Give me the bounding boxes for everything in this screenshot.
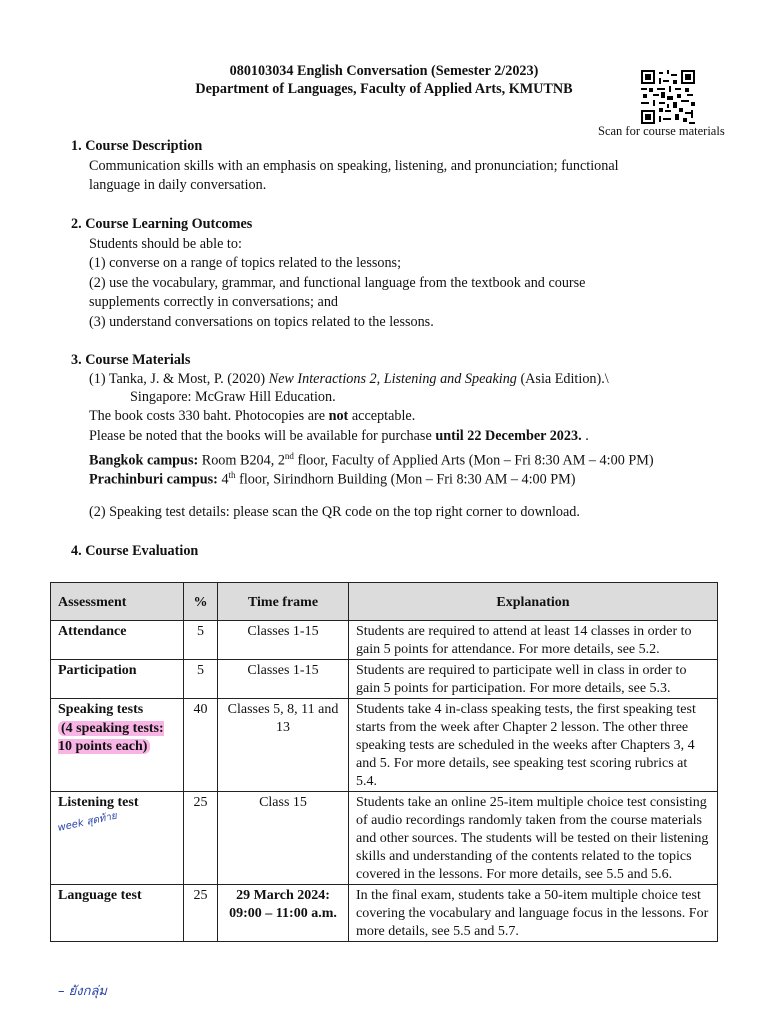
cell-explanation: In the final exam, students take a 50-item multiple choice test covering the vocabulary and language focus in the lessons. For more details, see 5.5 and 5.7. bbox=[349, 885, 718, 942]
qr-caption: Scan for course materials bbox=[598, 124, 725, 138]
cell-explanation: Students take an online 25-item multiple choice test consisting of audio recordings randomly taken from the course materials and other sources. The students will be tested on their listening skills and understanding of the contents related to the topics covered in the lessons. For more details, see 5.5 and 5.6. bbox=[349, 792, 718, 885]
cell-percent: 5 bbox=[184, 621, 218, 660]
evaluation-table bbox=[50, 582, 718, 942]
cell-assessment: Language test bbox=[51, 885, 184, 942]
section-2-heading: 2. Course Learning Outcomes bbox=[71, 216, 253, 232]
section-1-heading: 1. Course Description bbox=[71, 138, 203, 154]
outcomes-intro: Students should be able to: bbox=[89, 236, 242, 252]
cell-time: Classes 5, 8, 11 and 13 bbox=[218, 699, 349, 792]
table-row bbox=[51, 792, 718, 885]
material-1-publisher: Singapore: McGraw Hill Education. bbox=[130, 389, 336, 405]
prachinburi-campus: Prachinburi campus: 4th floor, Sirindhorn Building (Mon – Fri 8:30 AM – 4:00 PM) bbox=[89, 470, 576, 488]
qr-code-icon bbox=[641, 70, 695, 124]
table-row bbox=[51, 699, 718, 792]
handwritten-note: week สุดท้าย bbox=[56, 810, 118, 834]
material-2: (2) Speaking test details: please scan the QR code on the top right corner to download. bbox=[89, 504, 580, 520]
cell-time: 29 March 2024: 09:00 – 11:00 a.m. bbox=[218, 885, 349, 942]
outcome-2-line-1: (2) use the vocabulary, grammar, and functional language from the textbook and course bbox=[89, 275, 586, 291]
handwritten-bottom-note: – ยังกลุ่ม bbox=[58, 984, 108, 999]
cell-explanation: Students are required to attend at least 14 classes in order to gain 5 points for attendance. For more details, see 5.2. bbox=[349, 621, 718, 660]
highlighted-note: (4 speaking tests: 10 points each) bbox=[58, 721, 164, 754]
header-time-frame: Time frame bbox=[218, 583, 349, 621]
course-description-line-2: language in daily conversation. bbox=[89, 177, 267, 193]
cell-percent: 40 bbox=[184, 699, 218, 792]
cell-time: Classes 1-15 bbox=[218, 660, 349, 699]
outcome-3: (3) understand conversations on topics related to the lessons. bbox=[89, 314, 434, 330]
header-percent: % bbox=[184, 583, 218, 621]
cell-explanation: Students are required to participate well in class in order to gain 5 points for participation. For more details, see 5.3. bbox=[349, 660, 718, 699]
cell-assessment: Attendance bbox=[51, 621, 184, 660]
section-3-heading: 3. Course Materials bbox=[71, 352, 191, 368]
cell-time: Classes 1-15 bbox=[218, 621, 349, 660]
doc-title-department: Department of Languages, Faculty of Applied Arts, KMUTNB bbox=[195, 81, 573, 97]
table-header-row bbox=[51, 583, 718, 621]
cell-percent: 25 bbox=[184, 885, 218, 942]
cell-assessment bbox=[51, 792, 184, 885]
table-row bbox=[51, 621, 718, 660]
course-description-line-1: Communication skills with an emphasis on speaking, listening, and pronunciation; functional bbox=[89, 158, 619, 174]
cell-percent: 5 bbox=[184, 660, 218, 699]
cell-percent: 25 bbox=[184, 792, 218, 885]
bangkok-campus: Bangkok campus: Room B204, 2nd floor, Faculty of Applied Arts (Mon – Fri 8:30 AM – 4:00 PM) bbox=[89, 451, 654, 469]
section-4-heading: 4. Course Evaluation bbox=[71, 543, 199, 559]
assessment-name: Speaking tests bbox=[58, 702, 144, 717]
book-cost: The book costs 330 baht. Photocopies are not acceptable. bbox=[89, 408, 416, 424]
header-assessment: Assessment bbox=[51, 583, 184, 621]
book-availability: Please be noted that the books will be available for purchase until 22 December 2023. . bbox=[89, 428, 589, 444]
material-1: (1) Tanka, J. & Most, P. (2020) New Interactions 2, Listening and Speaking (Asia Edition).\ bbox=[89, 371, 609, 387]
cell-assessment: Participation bbox=[51, 660, 184, 699]
header-explanation: Explanation bbox=[349, 583, 718, 621]
cell-time: Class 15 bbox=[218, 792, 349, 885]
table-row bbox=[51, 885, 718, 942]
cell-assessment bbox=[51, 699, 184, 792]
cell-explanation: Students take 4 in-class speaking tests, the first speaking test starts from the week after Chapter 2 lesson. The other three speaking tests are scheduled in the weeks after Chapters 3, 4 and 5. For more details, see speaking test scoring rubrics at 5.4. bbox=[349, 699, 718, 792]
table-row bbox=[51, 660, 718, 699]
assessment-name: Listening test bbox=[58, 795, 139, 810]
outcome-1: (1) converse on a range of topics related to the lessons; bbox=[89, 255, 402, 271]
doc-title-course: 080103034 English Conversation (Semester 2/2023) bbox=[229, 63, 539, 79]
outcome-2-line-2: supplements correctly in conversations; and bbox=[89, 294, 339, 310]
